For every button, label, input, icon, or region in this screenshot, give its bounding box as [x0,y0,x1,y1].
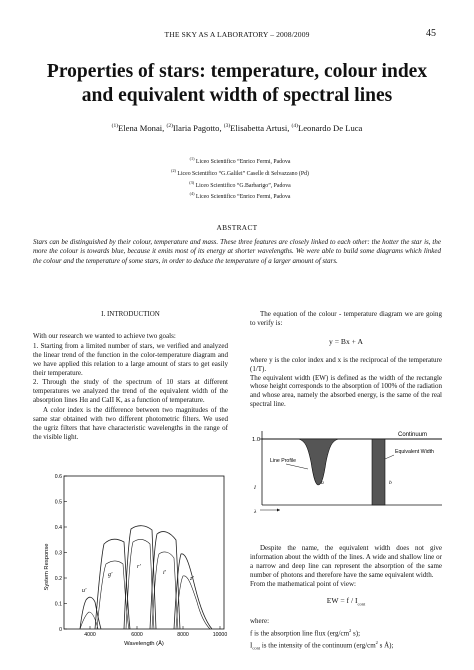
affiliation-mark: (3) [189,179,195,185]
level-label: 1.0 [252,437,261,443]
body-paragraph: The equation of the colour - temperature diagram we are going to verify is: [250,310,442,327]
definitions [250,617,442,653]
y-tick-label: 0.4 [54,525,62,531]
x-axis-label: Wavelength (Å) [124,641,164,647]
z-filter-curve-b [176,576,210,629]
def-sup: 2 [349,627,352,633]
affiliation-text: Liceo Scientifico “G.Galilei” Caselle di Selvazzano (Pd) [177,170,309,177]
running-head: THE SKY AS A LABORATORY – 2008/2009 [164,30,310,39]
r-filter-curve-b [126,540,154,629]
line-profile-label: Line Profile [270,458,296,464]
def-text: I [250,641,253,650]
y-tick-label: 0 [59,627,62,633]
axis-i-label: I [254,485,256,491]
author-mark: (4) [291,123,298,130]
line-profile-shape [298,439,339,485]
y-tick-label: 0.5 [54,499,62,506]
equation-equivalent-width [250,597,442,609]
y-tick-label: 0.3 [54,550,62,557]
left-column [33,310,228,443]
author-list [20,123,454,133]
author-name: Ilaria Pagotto, [172,123,222,133]
definition-flux [250,626,442,638]
author-mark: (2) [166,123,173,130]
x-tick-label: 4000 [84,632,96,638]
filter-label-g: g' [108,572,113,578]
x-tick-label: 8000 [177,632,189,638]
x-tick-label: 6000 [131,632,143,638]
paper-title [30,60,444,108]
affiliation-mark: (2) [171,167,176,173]
affiliation-mark: (1) [189,156,195,161]
body-paragraph: The equivalent width (EW) is defined as the width of the rectangle whose height corresponds to the absorption of 100% of the radiation and whose area, namely the absorbed energy, is the same of the real spectral line. [250,373,442,409]
continuum-label: Continuum [398,432,428,438]
equation-text: EW = f / I [326,595,358,605]
section-heading: I. INTRODUCTION [101,310,160,318]
page-number: 45 [426,28,436,39]
filter-label-u: u' [82,588,87,594]
affiliation-text: Liceo Scientifico “G.Barbarigo”, Padova [195,182,291,189]
def-text: s); [351,629,361,638]
y-tick-label: 0.6 [54,474,62,480]
intro-paragraph: 1. Starting from a limited number of stars, we verified and analyzed the linear trend of the function in the color-temperature diagram and we have applied this relation to a large amount of stars to get easily their temperature. [33,341,228,377]
def-text: s Å); [377,641,394,650]
def-sub: cont [252,646,261,651]
affiliation-item [100,155,380,167]
y-tick-label: 0.2 [54,576,62,582]
filter-label-r: r' [137,564,141,570]
affiliation-item [100,167,380,179]
title-line-2: and equivalent width of spectral lines [81,85,393,106]
def-text: is the intensity of the continuum (erg/cm [260,641,376,650]
affiliation-list [100,155,380,202]
equivalent-width-rectangle [372,439,385,505]
right-column-lower [250,544,442,653]
intro-paragraph: A color index is the difference between two magnitudes of the same star obtained with two different photometric filters. We used the ugriz filters that have characteristic wavelengths in the range of the visible light. [33,406,228,441]
x-tick-label: 10000 [212,632,228,638]
equivalent-width-pointer [385,455,394,459]
filter-label-z: z' [190,576,194,582]
y-axis-label: System Response [44,543,50,591]
axis-lambda-label: λ [254,509,257,515]
def-sup: 2 [375,640,378,646]
filter-label-i: i' [163,570,166,576]
line-profile-pointer [286,464,308,469]
author-mark: (3) [223,123,231,130]
body-paragraph: where y is the color index and x is the reciprocal of the temperature (1/T). [250,355,442,373]
affiliation-item [100,190,380,202]
equation-subscript: cont [357,601,366,607]
abstract-text: Stars can be distinguished by their colour, temperature and mass. These three features are closely linked to each other: the hotter the star is, the more the colour is towards blue, because it emits most of its energy at shorter wavelengths. We were able to build some diagrams which linked the colour and the temperature of some stars, in order to deduce the temperature of a larger amount of stars. [33,238,441,265]
author-name: Elena Monai, [118,123,165,133]
affiliation-text: Liceo Scientifico “Enrico Fermi, Padova [195,158,291,165]
body-paragraph: From the mathematical point of view: [250,579,356,588]
y-tick-label: 0.1 [54,601,62,608]
author-name: Leonardo De Luca [297,123,363,133]
label-b: b [389,480,392,486]
where-label: where: [250,616,270,625]
equation-colour-temperature: y = Bx + A [329,336,363,346]
affiliation-item [100,179,380,191]
filter-response-plot [40,472,230,647]
affiliation-mark: (4) [189,191,195,197]
abstract-heading: ABSTRACT [216,223,258,232]
intro-paragraph: With our research we wanted to achieve two goals: [33,331,176,340]
body-paragraph: Despite the name, the equivalent width does not give information about the width of the lines. A wide and shallow line or a narrow and deep line can represent the absorption of the same number of photons and therefore have the same equivalent width. [250,544,442,579]
u-filter-curve [80,597,101,629]
author-mark: (1) [111,123,119,130]
author-name: Elisabetta Artusi, [230,123,290,133]
intro-paragraph: 2. Through the study of the spectrum of 10 stars at different temperatures we analyzed the trend of the equivalent width of the absorption lines Hα and CaII K, as a function of temperature. [33,378,228,405]
right-column [250,310,442,409]
lambda-arrow-head [277,509,280,512]
y-ticks [55,474,67,633]
equivalent-width-label: Equivalent Width [395,449,434,455]
definition-continuum [250,638,442,653]
label-a: a [321,480,324,486]
plot-frame [64,476,224,629]
title-line-1: Properties of stars: temperature, colour index [46,61,428,82]
affiliation-text: Liceo Scientifico “Enrico Fermi, Padova [195,194,291,201]
def-text: f is the absorption line flux (erg/cm [250,629,350,638]
equivalent-width-diagram [250,427,448,539]
